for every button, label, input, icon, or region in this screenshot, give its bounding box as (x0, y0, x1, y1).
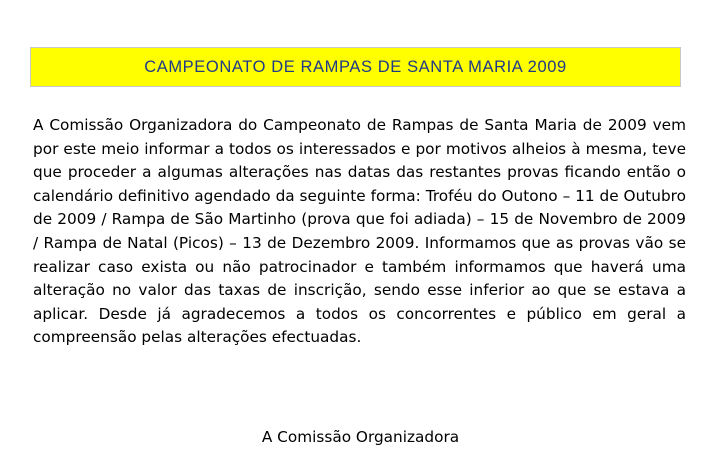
announcement-body: A Comissão Organizadora do Campeonato de Rampas de Santa Maria de 2009 vem por este meio informar a todos os interessados e por motivos alheios à mesma, teve que proceder a algumas alterações nas datas das restantes provas ficando então o calendário definitivo agendado da seguinte forma: Troféu do Outono – 11 de Outubro de 2009 / Rampa de São Martinho (prova que foi adiada) – 15 de Novembro de 2009 / Rampa de Natal (Picos) – 13 de Dezembro 2009. Informamos que as provas vão se realizar caso exista ou não patrocinador e também informamos que haverá uma alteração no valor das taxas de inscrição, sendo esse inferior ao que se estava a aplicar. Desde já agradecemos a todos os concorrentes e público em geral a compreensão pelas alterações efectuadas. (33, 116, 686, 347)
title-banner (30, 47, 681, 87)
document-title: CAMPEONATO DE RAMPAS DE SANTA MARIA 2009 (144, 57, 567, 76)
signature: A Comissão Organizadora (261, 428, 460, 446)
